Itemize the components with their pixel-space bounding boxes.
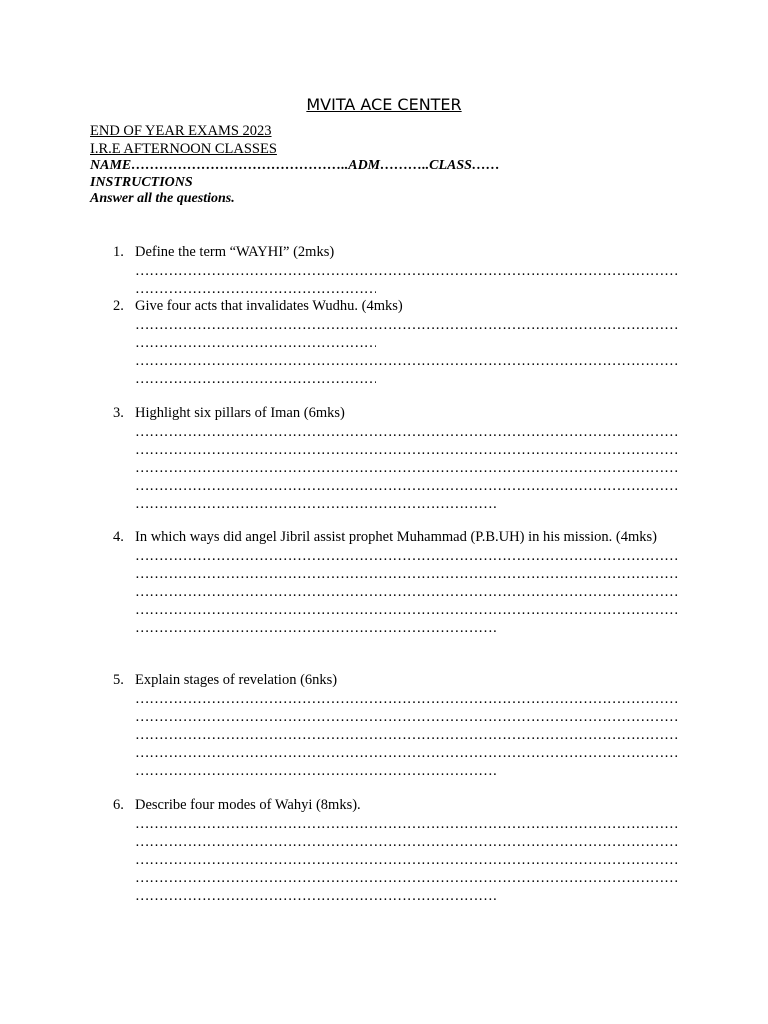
- question-5: [113, 671, 683, 780]
- answer-lines: [135, 815, 683, 905]
- name-adm-class-line: NAME………………………………………..ADM………..CLASS……: [90, 158, 500, 173]
- question-3: [113, 404, 683, 513]
- answer-lines: [135, 547, 683, 637]
- answer-line: [135, 869, 678, 887]
- answer-line: [135, 601, 678, 619]
- answer-line: [135, 459, 678, 477]
- question-6: [113, 796, 683, 905]
- answer-line: [135, 744, 678, 762]
- question-1: [113, 243, 683, 298]
- answer-line: [135, 619, 497, 637]
- question-text: Describe four modes of Wahyi (8mks).: [135, 797, 361, 813]
- instructions-text: Answer all the questions.: [90, 191, 235, 206]
- question-text: In which ways did angel Jibril assist prophet Muhammad (P.B.UH) in his mission. (4mks): [135, 529, 657, 545]
- question-number: 3.: [113, 405, 124, 421]
- answer-line: [135, 708, 678, 726]
- answer-line: [135, 495, 497, 513]
- answer-line: [135, 547, 678, 565]
- question-text: Explain stages of revelation (6nks): [135, 672, 338, 688]
- answer-lines: [135, 690, 683, 780]
- answer-line: [135, 565, 678, 583]
- question-text: Highlight six pillars of Iman (6mks): [135, 405, 345, 421]
- question-text: Give four acts that invalidates Wudhu. (4mks): [135, 298, 403, 314]
- answer-line: [135, 815, 678, 833]
- question-4: [113, 528, 683, 637]
- answer-line: [135, 583, 678, 601]
- answer-lines: [135, 262, 683, 298]
- question-number: 1.: [113, 244, 124, 260]
- question-number: 6.: [113, 797, 124, 813]
- answer-line: [135, 690, 678, 708]
- answer-line: [135, 441, 678, 459]
- answer-line: [135, 423, 678, 441]
- answer-lines: [135, 316, 683, 388]
- answer-line: [135, 762, 497, 780]
- answer-line: [135, 262, 678, 280]
- question-2: [113, 297, 683, 388]
- answer-line: [135, 352, 678, 370]
- question-text: Define the term “WAYHI” (2mks): [135, 244, 335, 260]
- instructions-label: INSTRUCTIONS: [90, 175, 193, 190]
- question-number: 2.: [113, 298, 124, 314]
- answer-line: [135, 851, 678, 869]
- answer-lines: [135, 423, 683, 513]
- subject-title: I.R.E AFTERNOON CLASSES: [90, 141, 277, 157]
- question-number: 4.: [113, 529, 124, 545]
- answer-line: [135, 887, 497, 905]
- exam-title: END OF YEAR EXAMS 2023: [90, 123, 272, 139]
- question-number: 5.: [113, 672, 124, 688]
- answer-line: [135, 280, 376, 298]
- answer-line: [135, 316, 678, 334]
- answer-line: [135, 370, 376, 388]
- answer-line: [135, 833, 678, 851]
- answer-line: [135, 334, 376, 352]
- school-title: MVITA ACE CENTER: [306, 95, 462, 114]
- answer-line: [135, 726, 678, 744]
- answer-line: [135, 477, 678, 495]
